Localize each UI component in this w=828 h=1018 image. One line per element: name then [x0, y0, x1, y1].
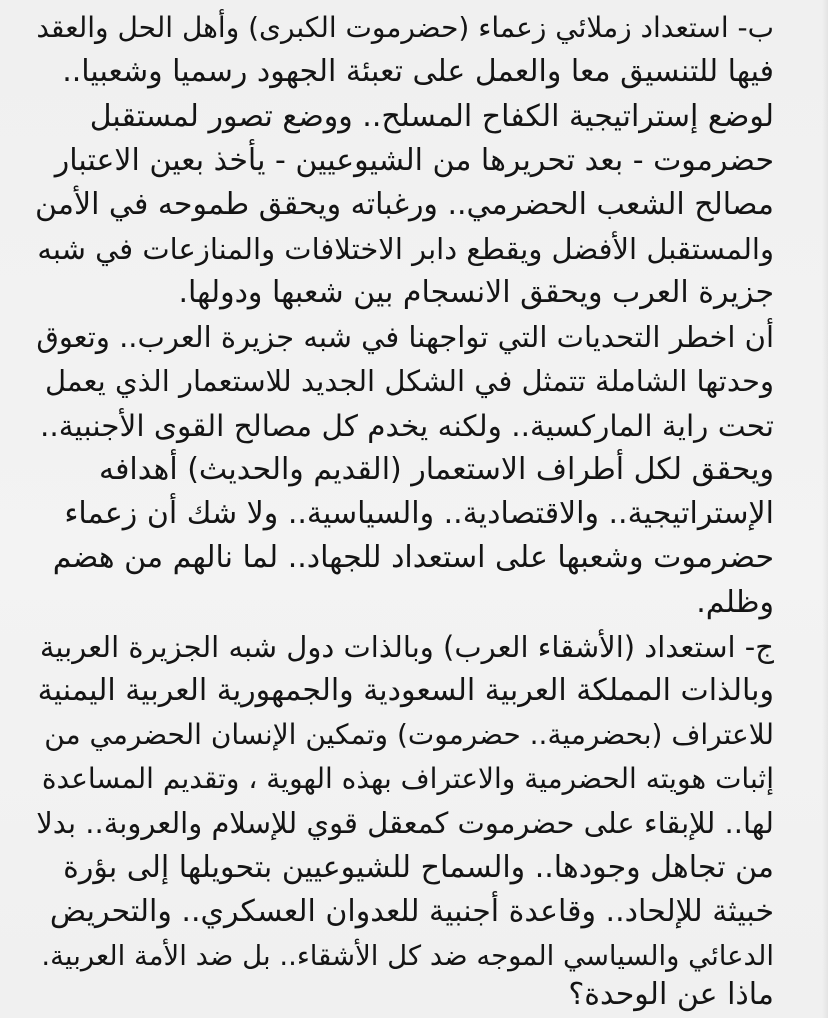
text-line: حضرموت وشعبها على استعداد للجهاد.. لما نالهم من هضم: [52, 540, 774, 575]
page-edge-shadow: [822, 0, 828, 1018]
text-line: الإستراتيجية.. والاقتصادية.. والسياسية.. ولا شك أن زعماء: [64, 496, 774, 531]
text-line: خبيثة للإلحاد.. وقاعدة أجنبية للعدوان العسكري.. والتحريض: [49, 894, 774, 929]
text-line: من تجاهل وجودها.. والسماح للشيوعيين بتحويلها إلى بؤرة: [63, 850, 774, 885]
text-line: لها.. للإبقاء على حضرموت كمعقل قوي للإسلام والعروبة.. بدلا: [36, 806, 774, 840]
text-line: فيها للتنسيق معا والعمل على تعبئة الجهود رسميا وشعبيا..: [62, 54, 774, 89]
text-line: أن اخطر التحديات التي تواجهنا في شبه جزيرة العرب.. وتعوق: [36, 320, 774, 354]
text-line: ج- استعداد (الأشقاء العرب) وبالذات دول شبه الجزيرة العربية: [39, 630, 774, 664]
text-line: ماذا عن الوحدة؟: [568, 977, 774, 1012]
text-line: ب- استعداد زملائي زعماء (حضرموت الكبرى) وأهل الحل والعقد: [36, 11, 774, 44]
text-line: وحدتها الشاملة تتمثل في الشكل الجديد للاستعمار الذي يعمل: [44, 364, 774, 398]
text-line: ويحقق لكل أطراف الاستعمار (القديم والحديث) أهدافه: [99, 452, 774, 487]
text-line: إثبات هويته الحضرمية والاعتراف بهذه الهوية ، وتقديم المساعدة: [41, 762, 774, 795]
text-line: جزيرة العرب ويحقق الانسجام بين شعبها ودولها.: [178, 275, 774, 310]
text-line: والمستقبل الأفضل ويقطع دابر الاختلافات والمنازعات في شبه: [37, 232, 774, 266]
text-line: وظلم.: [696, 585, 774, 620]
text-line: الدعائي والسياسي الموجه ضد كل الأشقاء.. بل ضد الأمة العربية.: [41, 940, 774, 972]
text-line: وبالذات المملكة العربية السعودية والجمهورية العربية اليمنية: [37, 673, 774, 708]
text-line: تحت راية الماركسية.. ولكنه يخدم كل مصالح القوى الأجنبية..: [39, 409, 774, 443]
text-line: لوضع إستراتيجية الكفاح المسلح.. ووضع تصور لمستقبل: [89, 99, 774, 134]
text-line: حضرموت - بعد تحريرها من الشيوعيين - يأخذ بعين الاعتبار: [54, 143, 774, 178]
text-line: مصالح الشعب الحضرمي.. ورغباته ويحقق طموحه في الأمن: [35, 187, 774, 222]
text-line: للاعتراف (بحضرمية.. حضرموت) وتمكين الإنسان الحضرمي من: [44, 718, 774, 751]
